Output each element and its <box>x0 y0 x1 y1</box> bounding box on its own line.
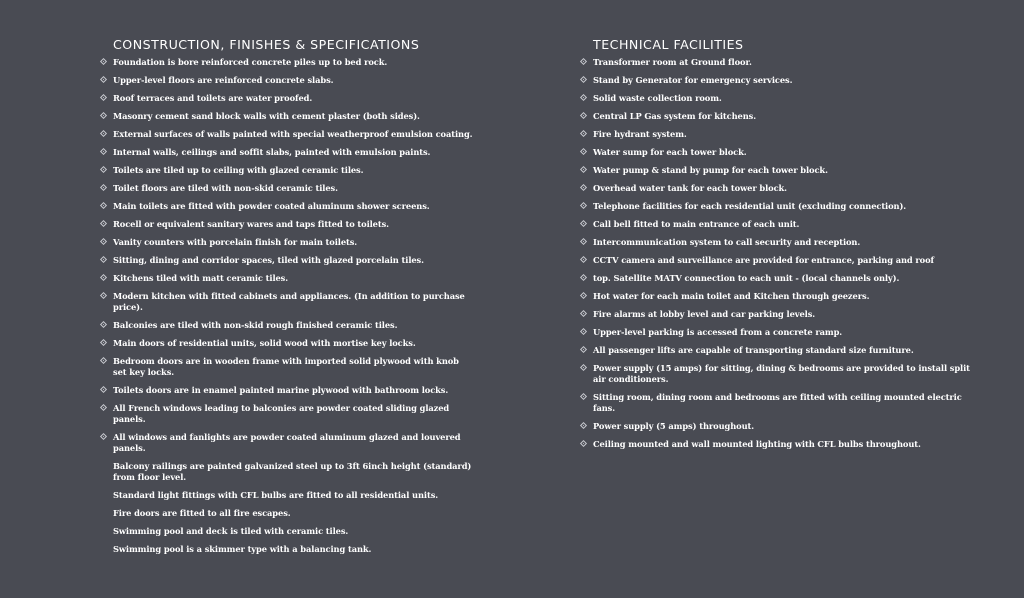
list-item <box>113 273 473 284</box>
diamond-bullet-icon <box>580 422 587 429</box>
diamond-bullet-icon <box>100 292 107 299</box>
list-item-text: Standard light fittings with CFL bulbs are fitted to all residential units. <box>113 490 439 500</box>
list-item <box>593 291 973 302</box>
list-item-text: Toilets are tiled up to ceiling with glazed ceramic tiles. <box>113 165 364 175</box>
list-item <box>593 165 973 176</box>
list-item <box>593 273 973 284</box>
list-item-text: Balcony railings are painted galvanized steel up to 3ft 6inch height (standard) from floor level. <box>113 461 472 482</box>
diamond-bullet-icon <box>580 328 587 335</box>
list-item-text: All French windows leading to balconies are powder coated sliding glazed panels. <box>113 403 450 424</box>
list-item-text: Ceiling mounted and wall mounted lighting with CFL bulbs throughout. <box>593 439 921 449</box>
list-item <box>113 75 473 86</box>
diamond-bullet-icon <box>100 148 107 155</box>
list-item <box>593 392 973 414</box>
construction-specs-list <box>113 57 473 555</box>
list-item-text: Water pump & stand by pump for each tower block. <box>593 165 828 175</box>
diamond-bullet-icon <box>100 256 107 263</box>
list-item <box>593 183 973 194</box>
list-item <box>593 57 973 68</box>
list-item-text: Transformer room at Ground floor. <box>593 57 752 67</box>
list-item-text: Toilets doors are in enamel painted marine plywood with bathroom locks. <box>113 385 449 395</box>
diamond-bullet-icon <box>100 76 107 83</box>
list-item <box>593 421 973 432</box>
list-item-text: Vanity counters with porcelain finish for main toilets. <box>113 237 358 247</box>
list-item-text: Internal walls, ceilings and soffit slabs, painted with emulsion paints. <box>113 147 431 157</box>
list-item-text: External surfaces of walls painted with special weatherproof emulsion coating. <box>113 129 473 139</box>
list-item <box>113 544 473 555</box>
construction-specs-heading: CONSTRUCTION, FINISHES & SPECIFICATIONS <box>113 37 420 52</box>
diamond-bullet-icon <box>580 76 587 83</box>
list-item <box>113 356 473 378</box>
list-item-text: All windows and fanlights are powder coated aluminum glazed and louvered panels. <box>113 432 461 453</box>
list-item <box>113 219 473 230</box>
diamond-bullet-icon <box>100 433 107 440</box>
diamond-bullet-icon <box>580 130 587 137</box>
list-item-text: Kitchens tiled with matt ceramic tiles. <box>113 273 289 283</box>
list-item-text: Foundation is bore reinforced concrete piles up to bed rock. <box>113 57 388 67</box>
list-item-text: Masonry cement sand block walls with cement plaster (both sides). <box>113 111 420 121</box>
diamond-bullet-icon <box>100 274 107 281</box>
list-item <box>113 403 473 425</box>
list-item-text: Call bell fitted to main entrance of each unit. <box>593 219 800 229</box>
diamond-bullet-icon <box>100 94 107 101</box>
diamond-bullet-icon <box>580 256 587 263</box>
list-item <box>593 75 973 86</box>
list-item-text: Telephone facilities for each residential unit (excluding connection). <box>593 201 907 211</box>
list-item <box>113 237 473 248</box>
list-item <box>593 309 973 320</box>
diamond-bullet-icon <box>100 404 107 411</box>
diamond-bullet-icon <box>580 184 587 191</box>
list-item-text: Main toilets are fitted with powder coated aluminum shower screens. <box>113 201 430 211</box>
list-item-text: top. Satellite MATV connection to each unit - (local channels only). <box>593 273 900 283</box>
list-item <box>113 183 473 194</box>
list-item <box>113 385 473 396</box>
list-item-text: Hot water for each main toilet and Kitchen through geezers. <box>593 291 870 301</box>
list-item-text: Sitting, dining and corridor spaces, tiled with glazed porcelain tiles. <box>113 255 424 265</box>
technical-facilities-list <box>593 57 973 450</box>
list-item-text: Main doors of residential units, solid wood with mortise key locks. <box>113 338 416 348</box>
diamond-bullet-icon <box>100 357 107 364</box>
diamond-bullet-icon <box>580 220 587 227</box>
list-item-text: Roof terraces and toilets are water proofed. <box>113 93 313 103</box>
list-item-text: Fire doors are fitted to all fire escapes. <box>113 508 291 518</box>
list-item <box>113 129 473 140</box>
diamond-bullet-icon <box>100 58 107 65</box>
list-item <box>593 201 973 212</box>
list-item <box>113 338 473 349</box>
list-item <box>113 320 473 331</box>
list-item-text: Solid waste collection room. <box>593 93 722 103</box>
list-item-text: Intercommunication system to call security and reception. <box>593 237 861 247</box>
list-item-text: Fire hydrant system. <box>593 129 687 139</box>
diamond-bullet-icon <box>580 393 587 400</box>
list-item <box>593 439 973 450</box>
list-item-text: Power supply (5 amps) throughout. <box>593 421 755 431</box>
list-item <box>593 363 973 385</box>
list-item-text: CCTV camera and surveillance are provided for entrance, parking and roof <box>593 255 935 265</box>
list-item-text: Swimming pool is a skimmer type with a balancing tank. <box>113 544 372 554</box>
list-item <box>593 255 973 266</box>
list-item <box>113 432 473 454</box>
diamond-bullet-icon <box>100 220 107 227</box>
diamond-bullet-icon <box>580 166 587 173</box>
diamond-bullet-icon <box>100 130 107 137</box>
list-item <box>113 165 473 176</box>
list-item-text: Stand by Generator for emergency services. <box>593 75 793 85</box>
diamond-bullet-icon <box>580 310 587 317</box>
list-item <box>593 129 973 140</box>
list-item-text: Bedroom doors are in wooden frame with imported solid plywood with knob set key locks. <box>113 356 459 377</box>
list-item-text: Upper-level floors are reinforced concrete slabs. <box>113 75 334 85</box>
list-item <box>593 237 973 248</box>
list-item <box>113 526 473 537</box>
list-item <box>593 93 973 104</box>
list-item <box>113 255 473 266</box>
list-item-text: Fire alarms at lobby level and car parking levels. <box>593 309 816 319</box>
list-item-text: All passenger lifts are capable of transporting standard size furniture. <box>593 345 914 355</box>
list-item-text: Sitting room, dining room and bedrooms are fitted with ceiling mounted electric fans. <box>593 392 962 413</box>
list-item <box>113 147 473 158</box>
diamond-bullet-icon <box>100 184 107 191</box>
list-item-text: Central LP Gas system for kitchens. <box>593 111 757 121</box>
list-item <box>593 219 973 230</box>
diamond-bullet-icon <box>580 148 587 155</box>
list-item-text: Toilet floors are tiled with non-skid ceramic tiles. <box>113 183 338 193</box>
list-item-text: Water sump for each tower block. <box>593 147 747 157</box>
list-item <box>593 147 973 158</box>
diamond-bullet-icon <box>580 112 587 119</box>
diamond-bullet-icon <box>100 321 107 328</box>
technical-facilities-column <box>593 36 973 457</box>
diamond-bullet-icon <box>580 274 587 281</box>
list-item <box>113 490 473 501</box>
list-item-text: Swimming pool and deck is tiled with ceramic tiles. <box>113 526 349 536</box>
diamond-bullet-icon <box>100 339 107 346</box>
diamond-bullet-icon <box>580 202 587 209</box>
diamond-bullet-icon <box>580 346 587 353</box>
diamond-bullet-icon <box>580 94 587 101</box>
list-item-text: Power supply (15 amps) for sitting, dining & bedrooms are provided to install split air conditioners. <box>593 363 970 384</box>
technical-facilities-heading: TECHNICAL FACILITIES <box>593 37 744 52</box>
list-item <box>113 93 473 104</box>
list-item <box>113 57 473 68</box>
diamond-bullet-icon <box>580 292 587 299</box>
diamond-bullet-icon <box>100 202 107 209</box>
list-item-text: Upper-level parking is accessed from a concrete ramp. <box>593 327 843 337</box>
list-item <box>593 111 973 122</box>
list-item <box>113 291 473 313</box>
diamond-bullet-icon <box>100 112 107 119</box>
list-item <box>113 508 473 519</box>
list-item-text: Modern kitchen with fitted cabinets and appliances. (In addition to purchase price). <box>113 291 465 312</box>
construction-specs-column <box>113 36 473 562</box>
diamond-bullet-icon <box>100 238 107 245</box>
list-item-text: Balconies are tiled with non-skid rough finished ceramic tiles. <box>113 320 398 330</box>
list-item-text: Overhead water tank for each tower block. <box>593 183 787 193</box>
diamond-bullet-icon <box>100 386 107 393</box>
diamond-bullet-icon <box>580 440 587 447</box>
diamond-bullet-icon <box>580 364 587 371</box>
list-item <box>113 111 473 122</box>
list-item-text: Rocell or equivalent sanitary wares and taps fitted to toilets. <box>113 219 389 229</box>
list-item <box>113 201 473 212</box>
diamond-bullet-icon <box>580 58 587 65</box>
list-item <box>113 461 473 483</box>
list-item <box>593 327 973 338</box>
diamond-bullet-icon <box>100 166 107 173</box>
diamond-bullet-icon <box>580 238 587 245</box>
list-item <box>593 345 973 356</box>
